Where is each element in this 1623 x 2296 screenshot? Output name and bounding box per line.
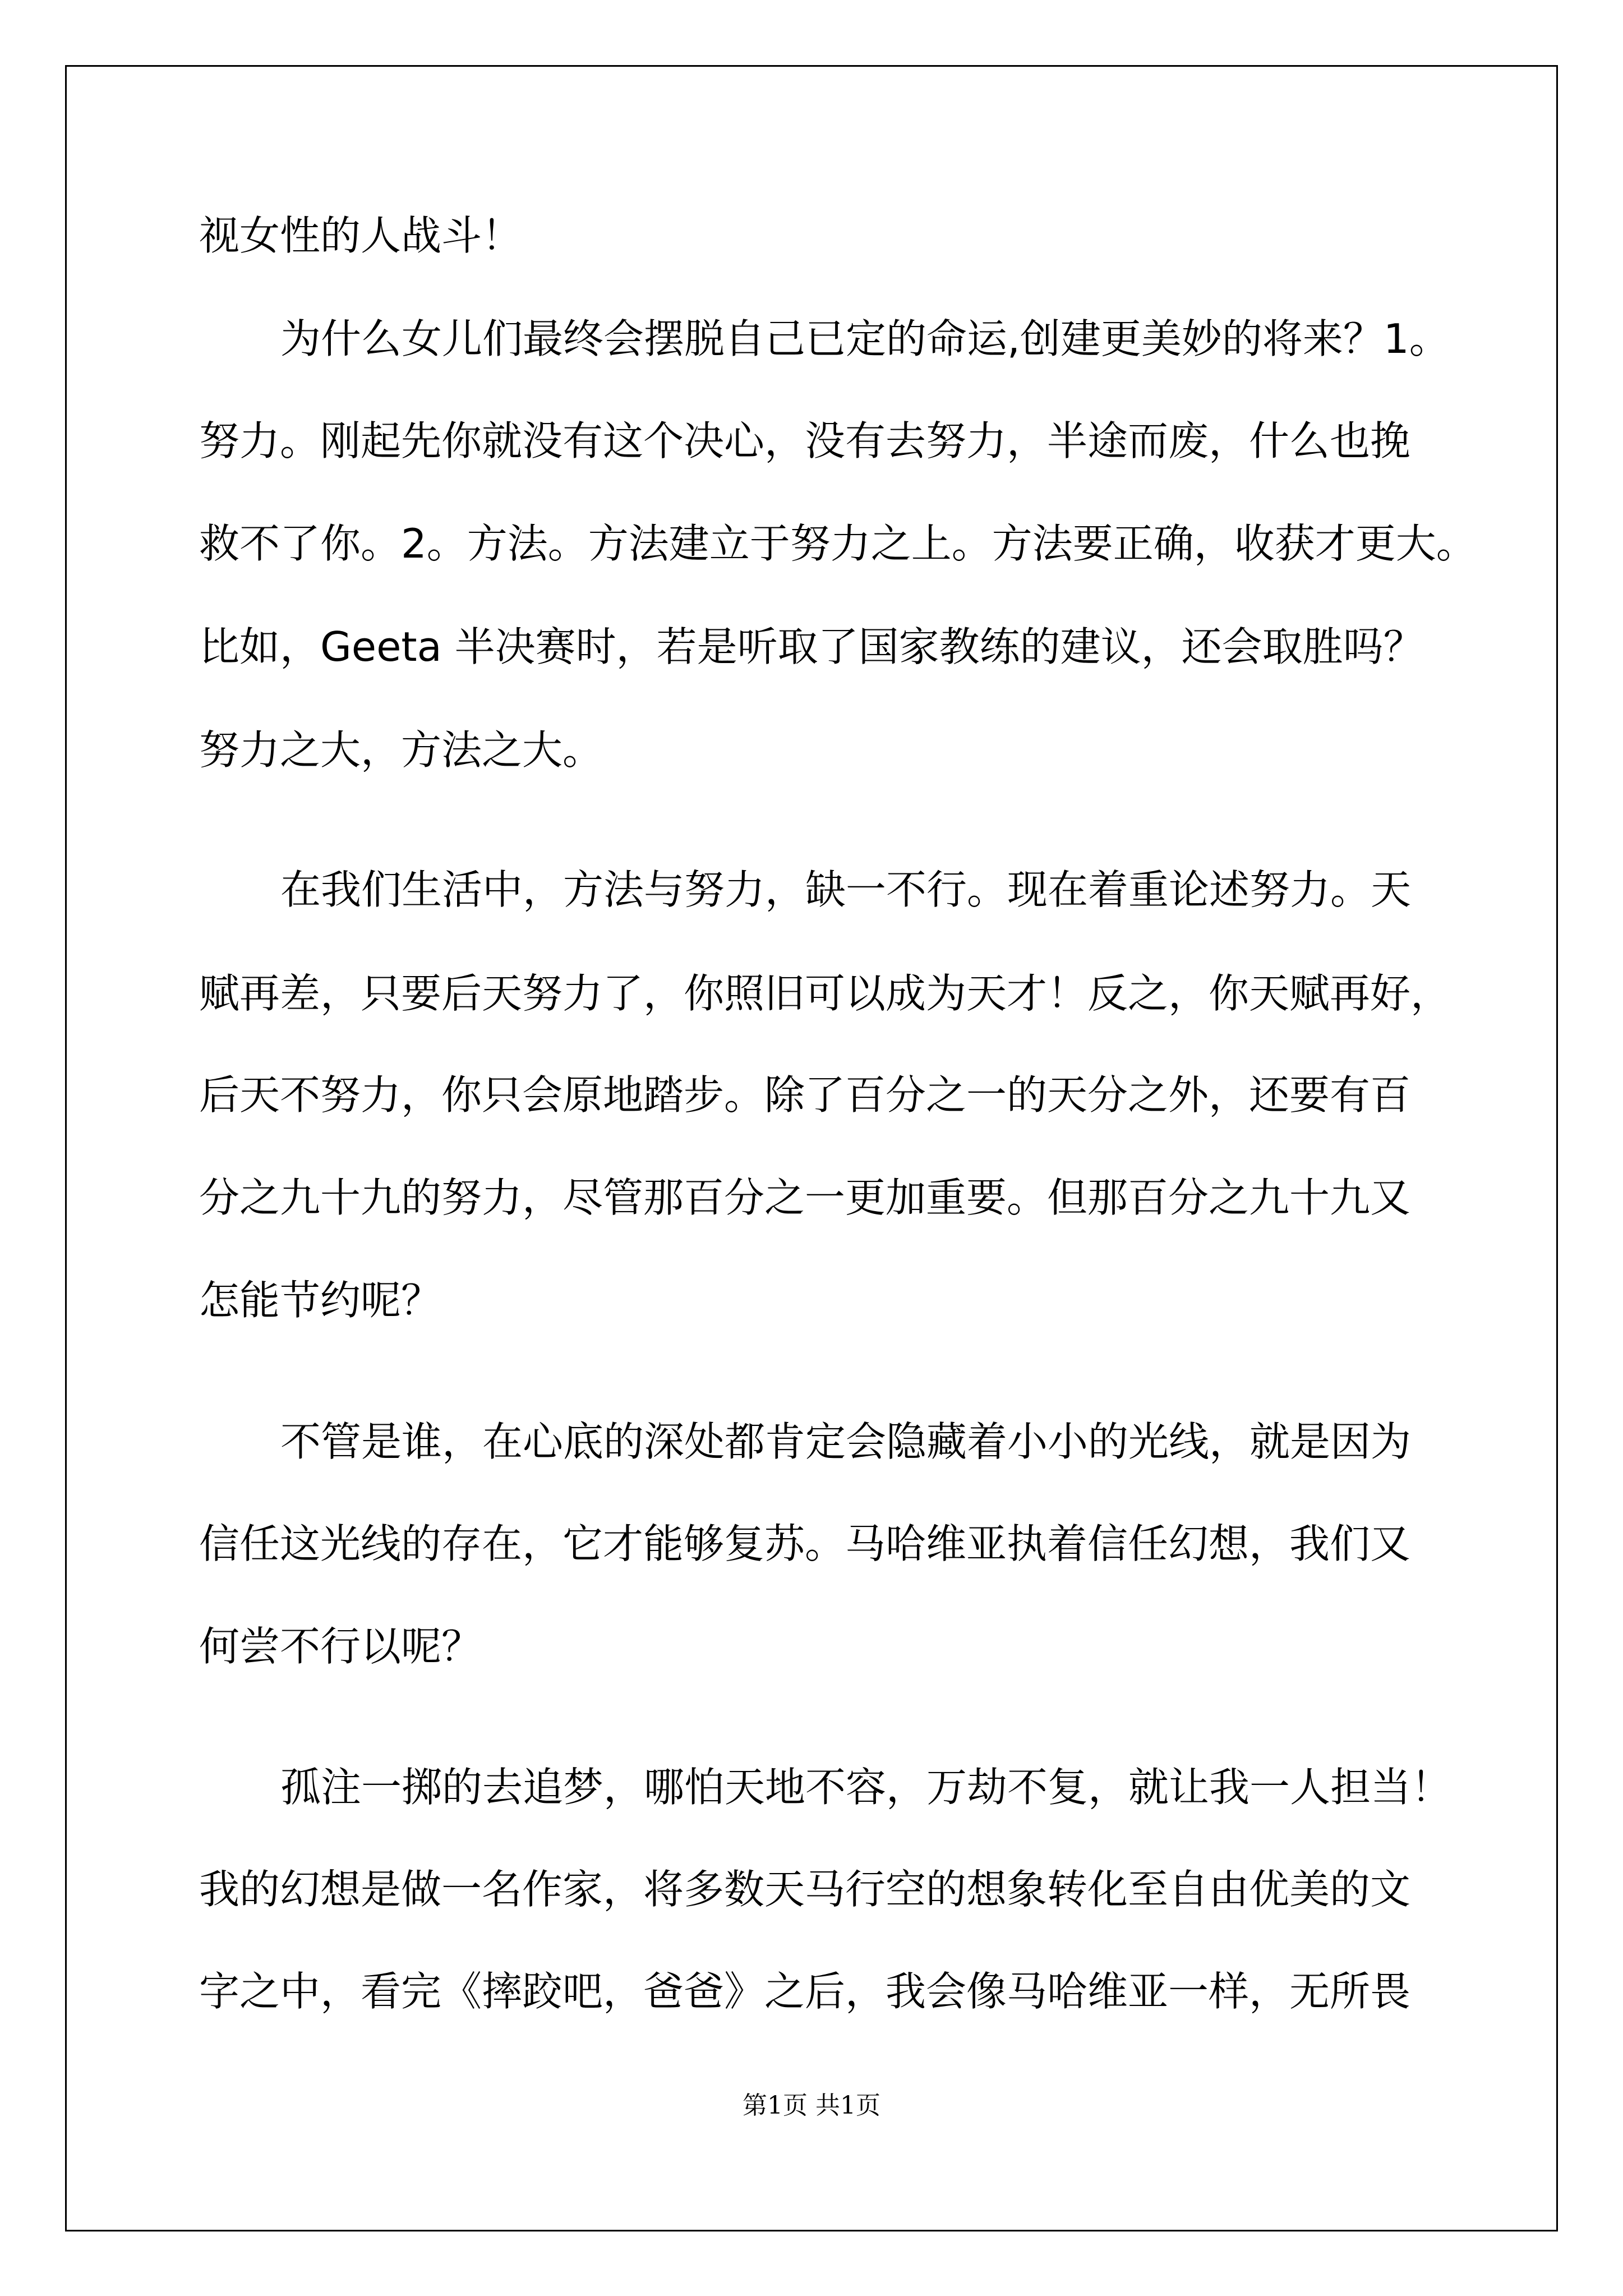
text-line-12: 不管是谁，在心底的深处都肯定会隐藏着小小的光线，就是因为	[280, 1418, 1412, 1465]
text-line-11: 怎能节约呢？	[199, 1277, 442, 1324]
text-line-7: 在我们生活中，方法与努力，缺一不行。现在着重论述努力。天	[280, 866, 1412, 913]
text-line-6: 努力之大，方法之大。	[199, 726, 603, 774]
text-line-13: 信任这光线的存在，它才能够复苏。马哈维亚执着信任幻想，我们又	[199, 1520, 1411, 1567]
text-line-17: 字之中，看完《摔跤吧，爸爸》之后，我会像马哈维亚一样，无所畏	[199, 1968, 1411, 2015]
text-line-9: 后天不努力，你只会原地踏步。除了百分之一的天分之外，还要有百	[199, 1071, 1411, 1119]
page-footer: 第1页 共1页	[743, 2091, 880, 2120]
text-line-4: 救不了你。2。方法。方法建立于努力之上。方法要正确，收获才更大。	[199, 520, 1477, 567]
text-line-16: 我的幻想是做一名作家，将多数天马行空的想象转化至自由优美的文	[199, 1866, 1411, 1913]
text-line-8: 赋再差，只要后天努力了，你照旧可以成为天才！反之，你天赋再好，	[199, 970, 1451, 1017]
text-line-1: 视女性的人战斗！	[199, 212, 523, 259]
text-line-15: 孤注一掷的去追梦，哪怕天地不容，万劫不复，就让我一人担当！	[280, 1764, 1452, 1811]
text-line-14: 何尝不行以呢？	[199, 1623, 482, 1670]
text-line-10: 分之九十九的努力，尽管那百分之一更加重要。但那百分之九十九又	[199, 1174, 1411, 1221]
text-line-5: 比如，Geeta 半决赛时，若是听取了国家教练的建议，还会取胜吗？	[199, 623, 1424, 670]
text-line-3: 努力。刚起先你就没有这个决心，没有去努力，半途而废，什么也挽	[199, 417, 1411, 464]
text-line-2: 为什么女儿们最终会摆脱自己已定的命运,创建更美妙的将来？1。	[280, 315, 1450, 362]
